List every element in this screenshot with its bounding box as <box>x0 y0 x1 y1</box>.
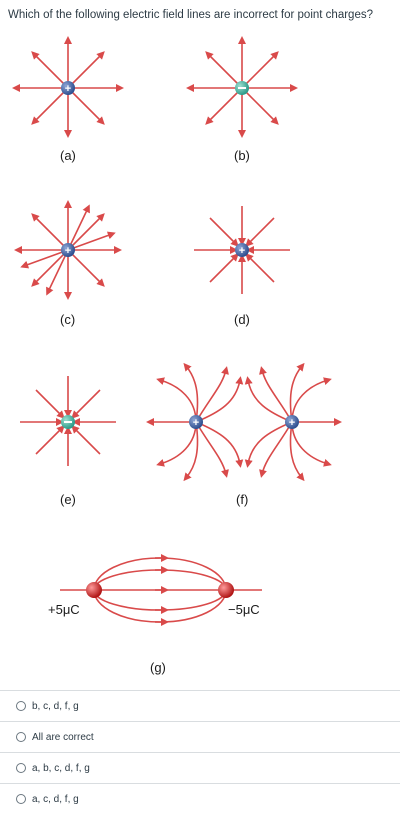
radio-button[interactable] <box>16 763 26 773</box>
label-g-right-charge: −5μC <box>228 602 260 617</box>
option-3[interactable] <box>0 752 400 783</box>
option-label: All are correct <box>32 731 94 743</box>
diagram-f <box>150 366 338 478</box>
label-f: (f) <box>236 492 249 507</box>
option-label: a, c, d, f, g <box>32 793 79 805</box>
svg-text:+: + <box>238 245 246 257</box>
label-g-left-charge: +5μC <box>48 602 80 617</box>
field-lines-figure <box>0 30 400 690</box>
label-d: (d) <box>234 312 250 327</box>
label-a: (a) <box>60 148 76 163</box>
label-b: (b) <box>234 148 250 163</box>
option-label: b, c, d, f, g <box>32 700 79 712</box>
svg-text:+: + <box>64 245 72 257</box>
label-c: (c) <box>60 312 76 327</box>
label-e: (e) <box>60 492 76 507</box>
svg-text:+: + <box>192 417 200 429</box>
negative-charge-g <box>218 582 234 598</box>
positive-charge-g <box>86 582 102 598</box>
question-text: Which of the following electric field lines are incorrect for point charges? <box>8 9 373 21</box>
radio-button[interactable] <box>16 794 26 804</box>
label-g: (g) <box>150 660 166 675</box>
radio-button[interactable] <box>16 732 26 742</box>
svg-text:+: + <box>64 83 72 95</box>
option-label: a, b, c, d, f, g <box>32 762 90 774</box>
option-1[interactable] <box>0 690 400 721</box>
option-2[interactable] <box>0 721 400 752</box>
option-4[interactable] <box>0 783 400 815</box>
answer-options <box>0 690 400 815</box>
radio-button[interactable] <box>16 701 26 711</box>
svg-text:+: + <box>288 417 296 429</box>
